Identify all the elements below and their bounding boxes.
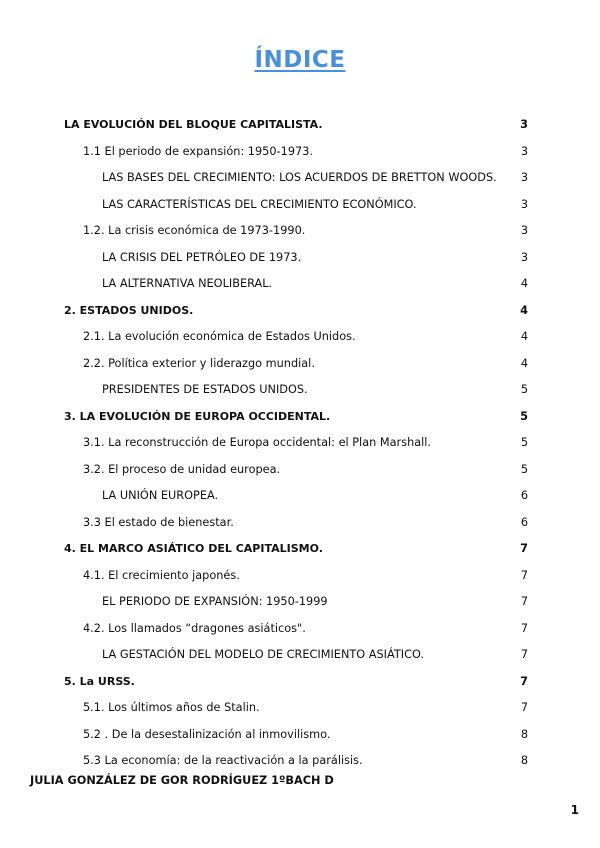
toc-entry-label: LAS BASES DEL CRECIMIENTO: LOS ACUERDOS DE BRETTON WOODS. [102, 171, 497, 184]
toc-entry-label: 3.1. La reconstrucción de Europa occidental: el Plan Marshall. [83, 436, 432, 449]
toc-entry-page: 3 [520, 118, 528, 131]
toc-entry-page: 4 [520, 356, 528, 370]
toc-entry-label: LA ALTERNATIVA NEOLIBERAL. [102, 277, 273, 290]
toc-entry-section[interactable] [0, 218, 600, 245]
toc-entry-page: 3 [520, 197, 528, 211]
toc-entry-page: 5 [520, 436, 528, 449]
toc-entry-page: 6 [520, 489, 528, 502]
toc-entry-page: 7 [520, 701, 528, 714]
toc-entry-subsection[interactable] [0, 165, 600, 192]
toc-entry-label: 2.2. Política exterior y liderazgo mundial. [83, 356, 315, 370]
toc-entry-chapter[interactable] [0, 404, 600, 431]
toc-entry-chapter[interactable] [0, 669, 600, 696]
toc-entry-section[interactable] [0, 139, 600, 166]
toc-entry-section[interactable] [0, 510, 600, 537]
toc-entry-label: LA UNIÓN EUROPEA. [102, 489, 219, 502]
toc-entry-label: LA GESTACIÓN DEL MODELO DE CRECIMIENTO ASIÁTICO. [102, 648, 425, 661]
toc-entry-page: 3 [520, 144, 528, 158]
toc-entry-page: 7 [520, 648, 528, 661]
toc-entry-label: 5.3 La economía: de la reactivación a la parálisis. [83, 754, 363, 767]
toc-entry-section[interactable] [0, 748, 600, 775]
toc-entry-page: 7 [520, 542, 528, 555]
toc-entry-subsection[interactable] [0, 589, 600, 616]
toc-entry-subsection[interactable] [0, 271, 600, 298]
toc-entry-label: 3.2. El proceso de unidad europea. [83, 462, 281, 476]
toc-entry-page: 6 [520, 515, 528, 529]
toc-entry-label: 4. EL MARCO ASIÁTICO DEL CAPITALISMO. [64, 542, 323, 555]
toc-entry-page: 5 [520, 409, 528, 423]
toc-entry-label: 2. ESTADOS UNIDOS. [64, 303, 194, 317]
toc-entry-label: 1.1 El periodo de expansión: 1950-1973. [83, 144, 313, 158]
toc-entry-page: 8 [520, 727, 528, 741]
toc-entry-section[interactable] [0, 430, 600, 457]
toc-entry-subsection[interactable] [0, 377, 600, 404]
author-footer: JULIA GONZÁLEZ DE GOR RODRÍGUEZ 1ºBACH D [30, 774, 334, 787]
toc-entry-page: 5 [520, 383, 528, 396]
table-of-contents [0, 112, 600, 775]
page-title: ÍNDICE [254, 47, 346, 73]
toc-entry-label: 3. LA EVOLUCIÓN DE EUROPA OCCIDENTAL. [64, 409, 331, 423]
toc-entry-subsection[interactable] [0, 642, 600, 669]
toc-entry-subsection[interactable] [0, 483, 600, 510]
toc-entry-section[interactable] [0, 563, 600, 590]
toc-entry-label: 5.2 . De la desestalinización al inmovilismo. [83, 727, 331, 741]
toc-entry-chapter[interactable] [0, 112, 600, 139]
toc-entry-page: 3 [520, 250, 528, 264]
toc-entry-section[interactable] [0, 695, 600, 722]
page-number: 1 [570, 803, 579, 817]
toc-entry-label: LA EVOLUCIÓN DEL BLOQUE CAPITALISTA. [64, 118, 323, 131]
toc-entry-label: 4.2. Los llamados “dragones asiáticos". [83, 621, 306, 635]
toc-entry-page: 5 [520, 462, 528, 476]
toc-entry-label: 1.2. La crisis económica de 1973-1990. [83, 224, 306, 237]
toc-entry-section[interactable] [0, 324, 600, 351]
toc-entry-subsection[interactable] [0, 245, 600, 272]
toc-entry-section[interactable] [0, 351, 600, 378]
toc-entry-subsection[interactable] [0, 192, 600, 219]
toc-entry-section[interactable] [0, 457, 600, 484]
toc-entry-label: 2.1. La evolución económica de Estados Unidos. [83, 330, 356, 343]
toc-entry-label: 5. La URSS. [64, 674, 135, 688]
toc-entry-label: 3.3 El estado de bienestar. [83, 515, 234, 529]
toc-entry-label: 5.1. Los últimos años de Stalin. [83, 701, 260, 714]
toc-entry-label: PRESIDENTES DE ESTADOS UNIDOS. [102, 383, 308, 396]
toc-entry-label: 4.1. El crecimiento japonés. [83, 568, 240, 582]
toc-entry-page: 7 [520, 568, 528, 582]
toc-entry-label: LA CRISIS DEL PETRÓLEO DE 1973. [102, 250, 302, 264]
toc-entry-page: 4 [520, 330, 528, 343]
toc-entry-page: 7 [520, 621, 528, 635]
toc-entry-chapter[interactable] [0, 536, 600, 563]
toc-entry-page: 3 [520, 171, 528, 184]
toc-entry-section[interactable] [0, 616, 600, 643]
toc-entry-page: 7 [520, 595, 528, 608]
toc-entry-label: EL PERIODO DE EXPANSIÓN: 1950-1999 [102, 595, 328, 608]
toc-entry-label: LAS CARACTERÍSTICAS DEL CRECIMIENTO ECONÓMICO. [102, 197, 417, 211]
toc-entry-page: 4 [520, 303, 528, 317]
toc-entry-chapter[interactable] [0, 298, 600, 325]
toc-entry-page: 7 [520, 674, 528, 688]
toc-entry-page: 4 [520, 277, 528, 290]
toc-entry-page: 8 [520, 754, 528, 767]
toc-entry-page: 3 [520, 224, 528, 237]
toc-entry-section[interactable] [0, 722, 600, 749]
